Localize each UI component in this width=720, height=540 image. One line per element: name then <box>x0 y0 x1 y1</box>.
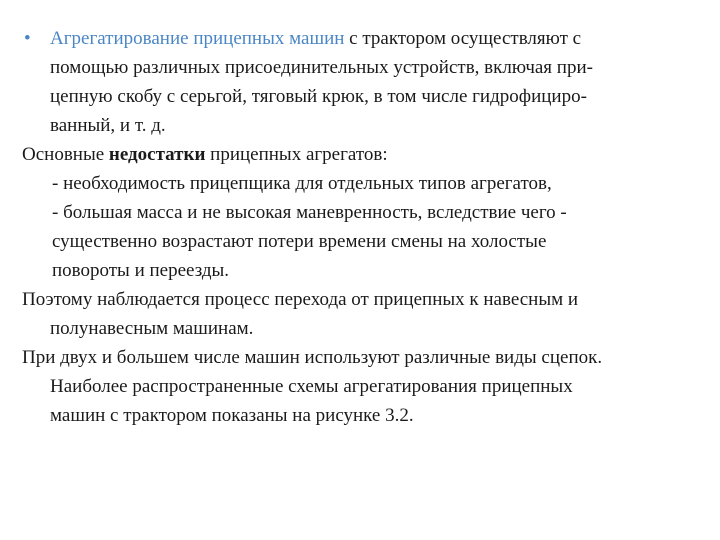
transition-line-2: полунавесным машинам. <box>50 318 254 339</box>
drawbacks-prefix: Основные <box>22 144 109 165</box>
bullet-line-3: цепную скобу с серьгой, тяговый крюк, в том числе гидрофициро- <box>50 86 587 107</box>
drawback-item-2-line-2: существенно возрастают потери времени смены на холостые <box>52 231 547 252</box>
transition-paragraph <box>22 285 712 343</box>
drawback-item-2-line-3: повороты и переезды. <box>52 260 230 281</box>
slide-body <box>22 24 712 430</box>
coupling-line-3: машин с трактором показаны на рисунке 3.2. <box>50 405 414 426</box>
drawbacks-heading <box>22 140 712 169</box>
bullet-line-1 <box>50 24 712 53</box>
bullet-line-4: ванный, и т. д. <box>50 115 166 136</box>
drawbacks-section <box>22 140 712 285</box>
bullet-lead-term: Агрегатирование прицепных машин <box>50 28 345 49</box>
drawbacks-bold-word: недостатки <box>108 144 206 165</box>
drawbacks-suffix: прицепных агрегатов: <box>205 144 388 165</box>
bullet-line-1-rest: с трактором осуществляют с <box>344 28 582 49</box>
bullet-line-2: помощью различных присоединительных устройств, включая при- <box>50 57 593 78</box>
drawback-item-1: - необходимость прицепщика для отдельных типов агрегатов, <box>52 173 552 194</box>
transition-line-1: Поэтому наблюдается процесс перехода от прицепных к навесным и <box>22 289 579 310</box>
bullet-paragraph <box>22 24 712 140</box>
coupling-line-2: Наиболее распространенные схемы агрегатирования прицепных <box>50 376 573 397</box>
coupling-line-1: При двух и большем числе машин используют различные виды сцепок. <box>22 347 603 368</box>
drawback-item-2-line-1: - большая масса и не высокая маневренность, вследствие чего - <box>52 202 567 223</box>
coupling-paragraph <box>22 343 712 430</box>
bullet-icon: • <box>24 28 31 49</box>
